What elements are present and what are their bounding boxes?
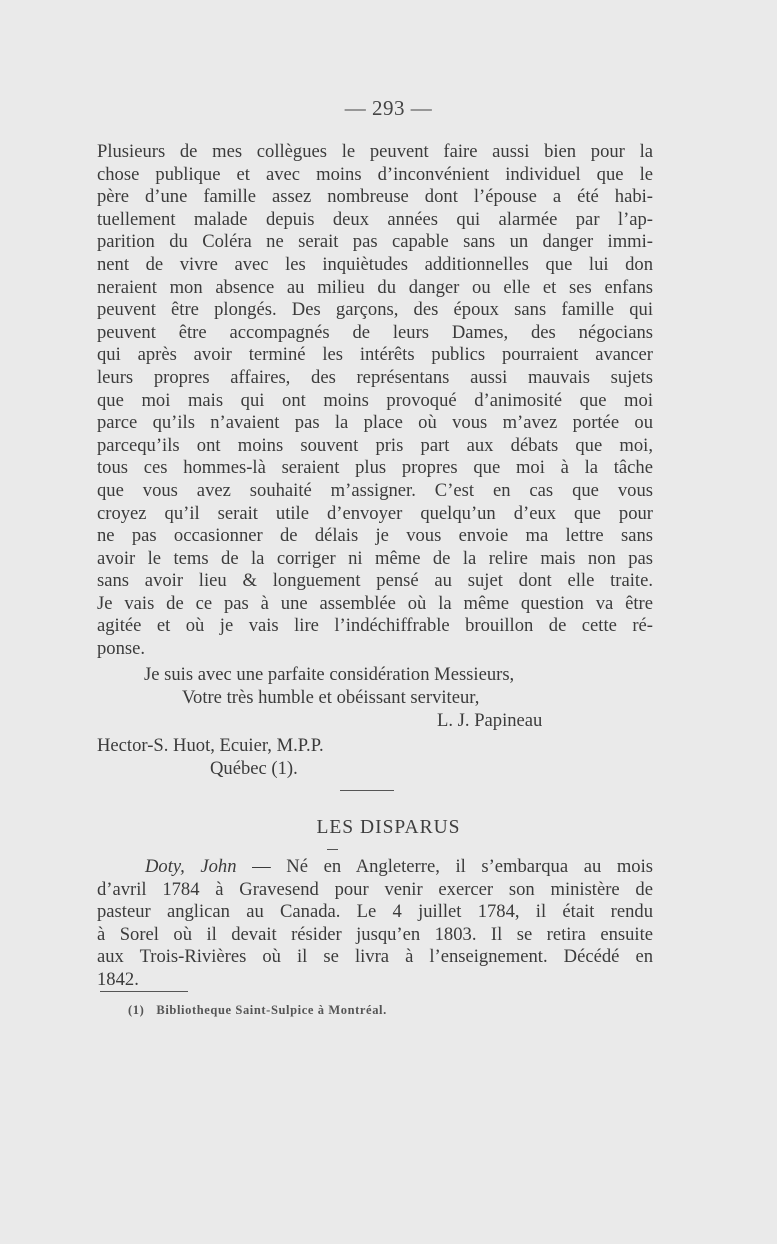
section-title: LES DISPARUS [316, 817, 461, 838]
entry-first-line [97, 856, 653, 879]
text-line: peuvent être accompagnés de leurs Dames, des négocians [97, 321, 653, 343]
text-line: agitée et où je vais lire l’indéchiffrable brouillon de cette ré- [97, 615, 653, 637]
text-line: peuvent être plongés. Des garçons, des époux sans famille qui [97, 299, 653, 321]
text-line: nent de vivre avec les inquiètudes additionnelles que lui don [97, 253, 653, 275]
text-line: neraient mon absence au milieu du danger ou elle et ses enfans [97, 276, 653, 298]
text-line: ne pas occasionner de délais je vous envoie ma lettre sans [97, 525, 653, 547]
footnote-text: Bibliotheque Saint-Sulpice à Montréal. [156, 1003, 387, 1017]
text-line: parition du Coléra ne serait pas capable sans un danger immi- [97, 231, 653, 253]
text-line: pasteur anglican au Canada. Le 4 juillet 1784, il était rendu [97, 901, 653, 923]
text-line: chose publique et avec moins d’inconvénient individuel que le [97, 163, 653, 185]
text-line: ponse. [97, 638, 146, 660]
text-line: Plusieurs de mes collègues le peuvent faire aussi bien pour la [97, 141, 653, 162]
footnote-marker: (1) [128, 1003, 145, 1017]
closing-valediction: Votre très humble et obéissant serviteur, [182, 687, 480, 708]
disparus-entry [97, 856, 653, 992]
text-line: tous ces hommes-là seraient plus propres que moi à la tâche [97, 457, 653, 479]
text-line: d’avril 1784 à Gravesend pour venir exercer son ministère de [97, 878, 653, 900]
text-line: 1842. [97, 968, 139, 990]
footnote [128, 1003, 387, 1018]
text-line: aux Trois-Rivières où il se livra à l’enseignement. Décédé en [97, 946, 653, 968]
addressee-place: Québec (1). [210, 758, 298, 779]
entry-intro: — Né en Angleterre, il s’embarqua au mois [236, 856, 654, 877]
text-line: tuellement malade depuis deux années qui alarmée par l’ap- [97, 208, 653, 230]
page-number: — 293 — [344, 96, 433, 120]
title-dash [327, 849, 338, 850]
footnote-rule [100, 991, 188, 992]
text-line: parcequ’ils ont moins souvent pris part aux débats que moi, [97, 434, 653, 456]
text-line: père d’une famille assez nombreuse dont l’épouse a été habi- [97, 186, 653, 208]
letter-body [97, 141, 653, 661]
closing-salutation: Je suis avec une parfaite considération Messieurs, [144, 664, 515, 685]
text-line: que vous avez souhaité m’assigner. C’est en cas que vous [97, 479, 653, 501]
text-line: qui après avoir terminé les intérêts publics pourraient avancer [97, 344, 653, 366]
addressee-name: Hector-S. Huot, Ecuier, M.P.P. [97, 735, 324, 756]
signature: L. J. Papineau [437, 710, 543, 731]
text-line: Je vais de ce pas à une assemblée où la même question va être [97, 592, 653, 614]
text-line: leurs propres affaires, des représentans aussi mauvais sujets [97, 366, 653, 388]
text-line: parce qu’ils n’avaient pas la place où vous m’avez portée ou [97, 412, 653, 434]
text-line: croyez qu’il serait utile d’envoyer quelqu’un d’eux que pour [97, 502, 653, 524]
text-line: sans avoir lieu & longuement pensé au sujet dont elle traite. [97, 570, 653, 592]
section-divider [340, 790, 394, 791]
text-line: avoir le tems de la corriger ni même de la relire mais non pas [97, 547, 653, 569]
text-line: que moi mais qui ont moins provoqué d’animosité que moi [97, 389, 653, 411]
entry-name: Doty, John [145, 856, 237, 877]
text-line: à Sorel où il devait résider jusqu’en 1803. Il se retira ensuite [97, 923, 653, 945]
